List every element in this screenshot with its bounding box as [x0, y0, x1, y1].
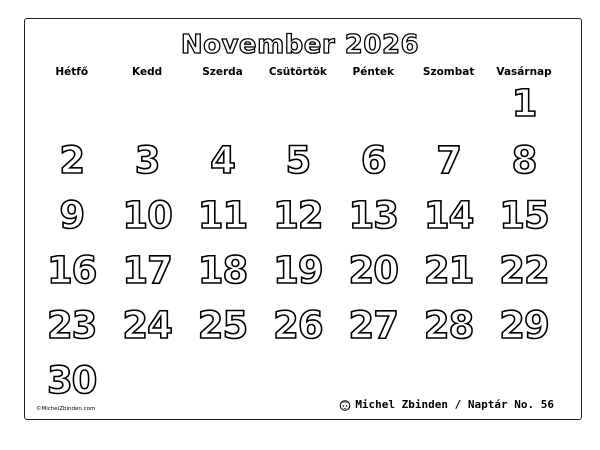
day-number: 21	[423, 249, 474, 292]
day-cell-empty	[411, 80, 486, 135]
day-cell	[486, 80, 561, 135]
day-number: 12	[273, 194, 323, 237]
day-cell	[260, 135, 335, 190]
weekday-monday: Hétfő	[55, 66, 89, 78]
day-cell	[486, 245, 561, 300]
day-cell	[411, 190, 486, 245]
day-cell	[336, 190, 411, 245]
day-cell	[336, 135, 411, 190]
weekday-wednesday: Szerda	[202, 66, 243, 78]
weekday-thursday: Csütörtök	[268, 66, 327, 78]
weekday-sunday: Vasárnap	[496, 66, 552, 78]
day-number: 9	[59, 194, 85, 237]
day-number: 2	[59, 139, 85, 182]
day-number: 11	[197, 194, 248, 237]
day-cell	[260, 190, 335, 245]
weekday-friday: Péntek	[352, 66, 394, 78]
day-number: 20	[348, 249, 398, 292]
day-cell	[486, 135, 561, 190]
day-number: 5	[285, 139, 311, 182]
day-cell	[34, 300, 109, 355]
day-number: 26	[273, 304, 323, 347]
day-cell	[486, 300, 561, 355]
day-number: 27	[348, 304, 398, 347]
day-number: 29	[499, 304, 549, 347]
day-cell	[34, 355, 109, 410]
day-cell	[109, 190, 184, 245]
day-number: 23	[46, 304, 97, 347]
day-number: 17	[122, 249, 172, 292]
day-cell	[411, 245, 486, 300]
day-number: 10	[122, 194, 172, 237]
website-label: ©MichelZbinden.com	[36, 406, 96, 412]
day-number: 18	[197, 249, 248, 292]
weekday-saturday: Szombat	[422, 66, 475, 78]
weekday-tuesday: Kedd	[132, 66, 163, 78]
day-cell	[185, 300, 260, 355]
day-number: 30	[46, 359, 97, 402]
calendar-title: November 2026	[180, 30, 420, 60]
day-cell-empty	[34, 80, 109, 135]
day-cell	[336, 300, 411, 355]
day-cell-empty	[260, 80, 335, 135]
face-icon	[339, 399, 351, 411]
day-cell	[109, 300, 184, 355]
credit-line	[339, 398, 554, 411]
day-cell	[411, 135, 486, 190]
day-cell	[486, 190, 561, 245]
day-cell	[336, 245, 411, 300]
day-cell-empty	[185, 80, 260, 135]
day-cell	[185, 245, 260, 300]
day-cell	[34, 245, 109, 300]
day-number: 22	[499, 249, 549, 292]
day-cell-empty	[109, 80, 184, 135]
weekday-header-row	[34, 66, 562, 78]
day-number: 1	[511, 82, 537, 125]
day-number: 3	[134, 139, 160, 182]
day-number: 19	[273, 249, 323, 292]
day-number: 15	[499, 194, 549, 237]
day-cell	[260, 245, 335, 300]
day-number: 24	[122, 304, 172, 347]
day-cell	[185, 190, 260, 245]
day-cell	[34, 135, 109, 190]
day-cell-empty	[336, 80, 411, 135]
day-cell	[109, 135, 184, 190]
day-number: 28	[423, 304, 474, 347]
day-number: 25	[197, 304, 248, 347]
day-cell	[34, 190, 109, 245]
day-number: 13	[348, 194, 398, 237]
calendar-day-grid	[34, 80, 562, 410]
day-cell	[260, 300, 335, 355]
day-number: 14	[423, 194, 474, 237]
day-number: 16	[46, 249, 97, 292]
day-number: 8	[511, 139, 537, 182]
day-number: 4	[210, 139, 235, 182]
day-cell	[411, 300, 486, 355]
day-cell	[185, 135, 260, 190]
credit-text: Michel Zbinden / Naptár No. 56	[355, 398, 554, 411]
day-cell	[109, 245, 184, 300]
day-number: 6	[360, 139, 386, 182]
day-number: 7	[436, 139, 462, 182]
